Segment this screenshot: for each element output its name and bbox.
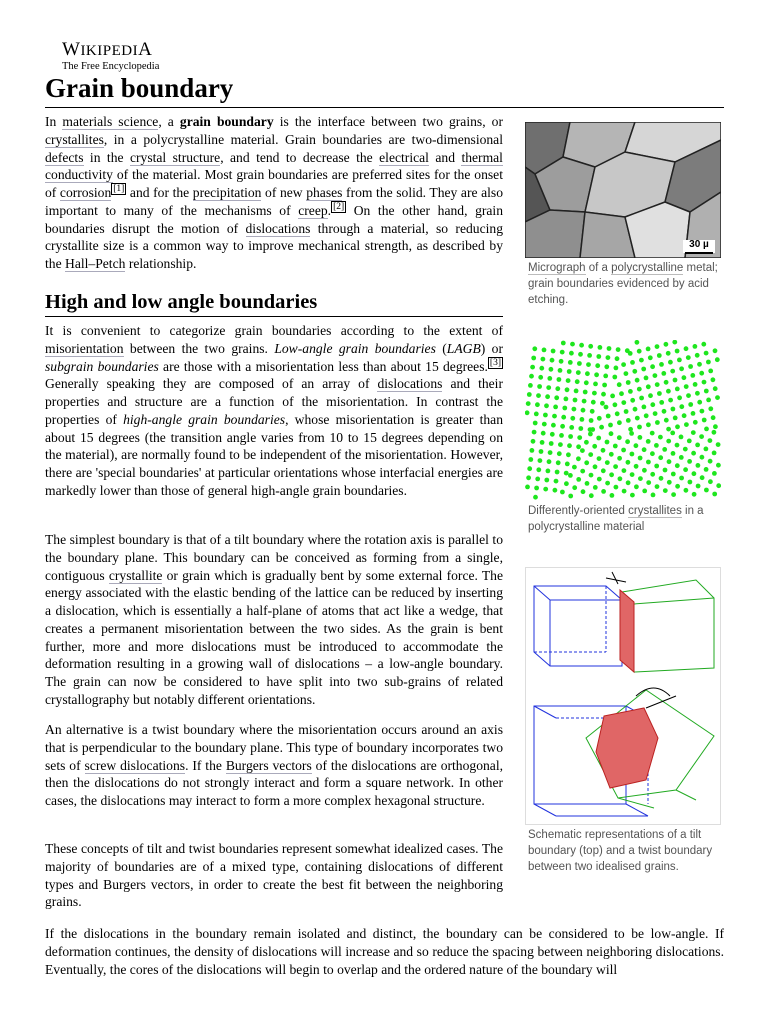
link-dislocations-2[interactable]: dislocations <box>377 376 443 392</box>
link-micrograph[interactable]: Micrograph <box>528 262 586 274</box>
link-crystallite[interactable]: crystallite <box>108 567 163 583</box>
lattice-figure[interactable] <box>525 340 721 500</box>
link-materials-science[interactable]: materials science <box>62 114 159 129</box>
link-precipitation[interactable]: precipitation <box>192 185 262 200</box>
micrograph-caption: Micrograph of a polycrystalline metal; grain boundaries evidenced by acid etching. <box>528 262 718 306</box>
paragraph-mixed-boundaries: These concepts of tilt and twist boundaries represent somewhat idealized cases. The majority of boundaries are of a mixed type, containing dislocations of different types and Burgers vectors, in order to create the best fit between the neighboring grains. <box>45 841 503 910</box>
lattice-caption: Differently-oriented crystallites in a polycrystalline material <box>528 505 704 533</box>
lattice-image <box>525 340 721 500</box>
link-misorientation[interactable]: misorientation <box>45 340 124 356</box>
schematic-figure[interactable] <box>525 567 721 825</box>
link-screw-dislocations[interactable]: screw dislocations <box>84 757 186 773</box>
paragraph-twist-boundary: An alternative is a twist boundary where the misorientation occurs around an axis that is perpendicular to the boundary plane. This type of boundary incorporates two sets of screw dislocations. If the Burgers vectors of the dislocations are orthogonal, then the dislocations do not strongly interact and form a square network. In other cases, the dislocations may interact to form a more complex hexagonal structure. <box>45 722 503 808</box>
link-crystallites[interactable]: crystallites <box>45 131 104 147</box>
paragraph-tilt-boundary: The simplest boundary is that of a tilt boundary where the rotation axis is parallel to the boundary plane. This boundary can be conceived as forming from a single, contiguous crystallite or grain which is gradually bent by some external force. The energy associated with the elastic bending of the lattice can be reduced by inserting a dislocation, which is essentially a half-plane of atoms that act like a wedge, that creates a permanent misorientation between the two sides. As the grain is bent further, more and more dislocations must be introduced to accommodate the deformation resulting in a growing wall of dislocations – a low-angle boundary. The grain can now be considered to have split into two sub-grains of related crystallography but notably different orientations. <box>45 532 503 707</box>
reference-2[interactable]: [2] <box>333 202 345 213</box>
link-dislocations[interactable]: dislocations <box>245 220 311 236</box>
link-phases[interactable]: phases <box>306 185 343 200</box>
link-electrical[interactable]: electrical <box>379 149 429 165</box>
micrograph-image <box>525 122 721 258</box>
reference-3[interactable]: [3] <box>489 357 501 368</box>
micrograph-figure[interactable] <box>525 122 721 258</box>
paragraph-dislocation-density: If the dislocations in the boundary remain isolated and distinct, the boundary can be considered to be low-angle. If deformation continues, the density of dislocations will increase and so reduce the spacing between neighboring dislocations. Eventually, the cores of the dislocations will begin to overlap and the ordered nature of the boundary will <box>45 926 724 977</box>
wikipedia-logo[interactable] <box>62 40 182 73</box>
page-title: Grain boundary <box>45 70 724 108</box>
link-defects[interactable]: defects <box>45 149 84 165</box>
intro-paragraph: In materials science, a grain boundary is the interface between two grains, or crystallites, in a polycrystalline material. Grain boundaries are two-dimensional defects in the crystal structure, and tend to decrease the electrical and thermal conductivity of the material. Most grain boundaries are preferred sites for the onset of corrosion [1] and for the precipitation of new phases from the solid. They are also important to many of the mechanisms of creep. [2] On the other hand, grain boundaries disrupt the motion of dislocations through a material, so reducing crystallite size is a common way to improve mechanical strength, as described by the Hall–Petch relationship. <box>45 114 504 271</box>
link-burgers-vectors[interactable]: Burgers vectors <box>225 757 312 773</box>
link-creep[interactable]: creep <box>298 202 328 218</box>
link-polycrystalline[interactable]: polycrystalline <box>611 262 684 274</box>
wikipedia-wordmark: WIKIPEDIA <box>62 39 153 60</box>
paragraph-categorize: It is convenient to categorize grain boundaries according to the extent of misorientation between the two grains. Low-angle grain boundaries (LAGB) or subgrain boundaries are those with a misorientation less than about 15 degrees. [3] Generally speaking they are composed of an array of dislocations and their properties and structure are a function of the misorientation. In contrast the properties of high-angle grain boundaries, whose misorientation is greater than about 15 degrees (the transition angle varies from 10 to 15 degrees depending on the material), are normally found to be independent of the misorientation. However, there are 'special boundaries' at particular orientations whose interfacial energies are markedly lower than those of general high-angle grain boundaries. <box>45 323 503 498</box>
link-crystal-structure[interactable]: crystal structure <box>129 149 221 165</box>
schematic-caption: Schematic representations of a tilt boundary (top) and a twist boundary between two idealised grains. <box>528 829 713 873</box>
wikipedia-tagline: The Free Encyclopedia <box>62 61 160 72</box>
link-crystallites-caption[interactable]: crystallites <box>628 505 682 517</box>
boundary-schematic-image <box>526 568 720 824</box>
link-hall-petch[interactable]: Hall–Petch <box>65 256 126 271</box>
micrograph-scale-label: 30 µ <box>689 239 709 250</box>
link-corrosion[interactable]: corrosion <box>59 185 112 200</box>
reference-1[interactable]: [1] <box>113 184 125 195</box>
link-thermal-conductivity[interactable]: thermal conductivity <box>45 149 503 183</box>
section-heading-angle-boundaries: High and low angle boundaries <box>45 288 503 317</box>
